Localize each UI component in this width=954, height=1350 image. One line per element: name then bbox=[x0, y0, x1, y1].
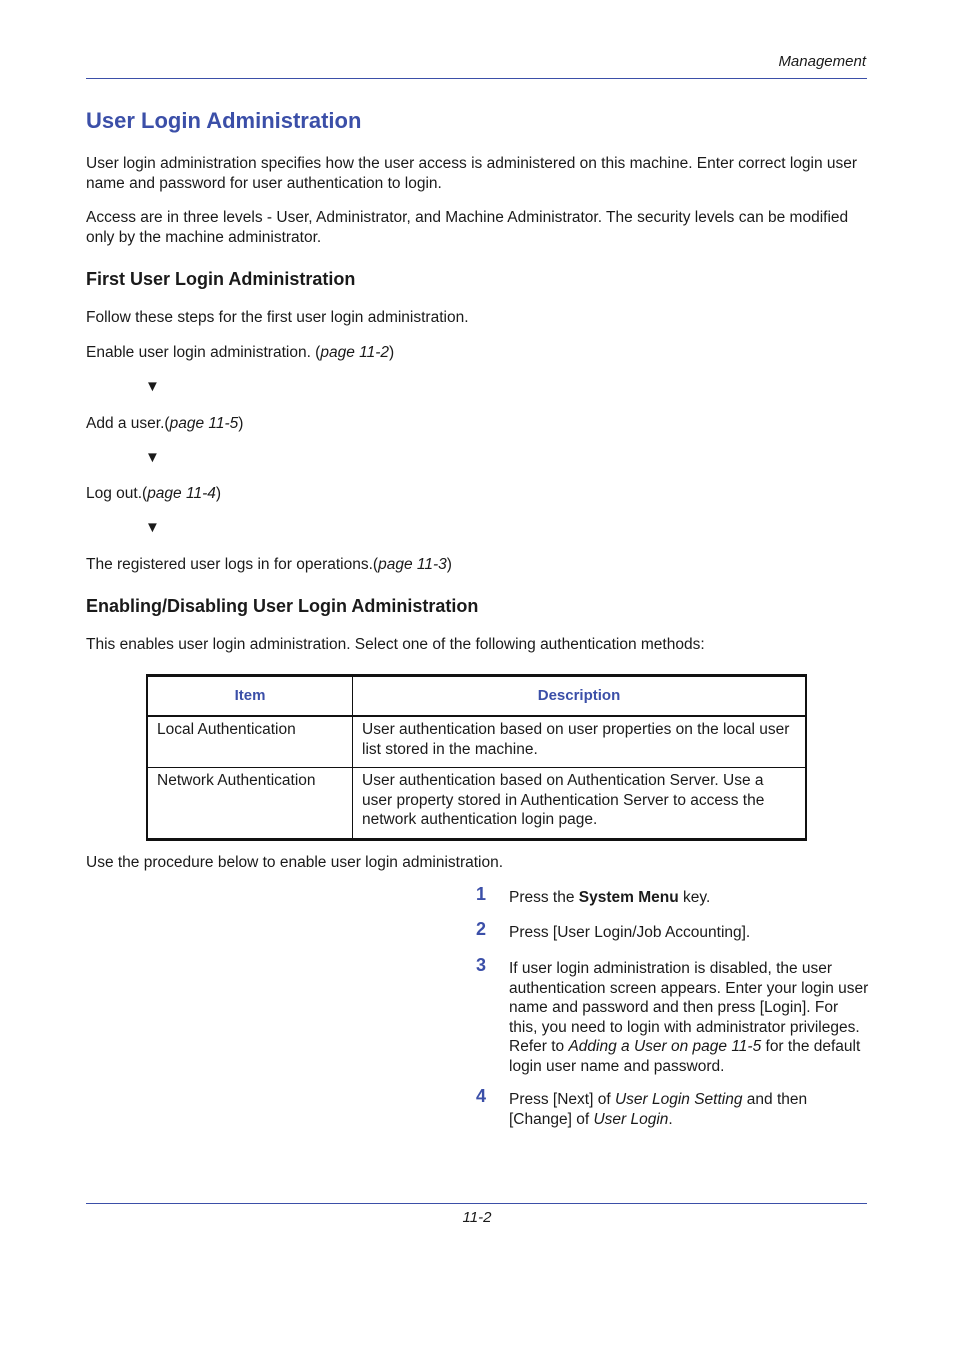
page-ref-link[interactable]: page 11-4 bbox=[147, 485, 216, 502]
first-login-heading: First User Login Administration bbox=[86, 269, 356, 289]
flow-step-enable: Enable user login administration. (page 11-2) bbox=[86, 344, 395, 361]
flow-step-login: The registered user logs in for operations.(page 11-3) bbox=[86, 556, 452, 573]
step-text: If user login administration is disabled, the user authentication screen appears. Enter your login user name and password and then press [Login]. For this, you need to login with administrator privileges. Refer to Adding a User on page 11-5 for the default login user name and password. bbox=[509, 960, 869, 1075]
header-rule bbox=[86, 78, 867, 79]
running-header: Management bbox=[778, 53, 866, 70]
step-text: Press [User Login/Job Accounting]. bbox=[509, 924, 751, 941]
flow-text: Enable user login administration. ( bbox=[86, 344, 321, 361]
page-ref-link[interactable]: page 11-3 bbox=[378, 556, 447, 573]
table-row bbox=[147, 768, 806, 840]
flow-step-add-user: Add a user.(page 11-5) bbox=[86, 415, 244, 432]
footer-rule bbox=[86, 1203, 867, 1204]
table-row bbox=[147, 716, 806, 768]
intro-paragraph-1: User login administration specifies how the user access is administered on this machine. Enter correct login user name and password for user authentication to login. bbox=[86, 155, 858, 192]
procedure-lead: Use the procedure below to enable user login administration. bbox=[86, 854, 504, 871]
page-title: User Login Administration bbox=[86, 108, 362, 133]
page-ref-link[interactable]: page 11-2 bbox=[320, 344, 390, 361]
table-cell-description: User authentication based on Authentication Server. Use a user property stored in Authentication Server to access the network authentication login page. bbox=[353, 768, 807, 840]
flow-text: Add a user.( bbox=[86, 415, 170, 432]
enable-disable-lead: This enables user login administration. Select one of the following authentication methods: bbox=[86, 636, 705, 653]
step-text: Press the System Menu key. bbox=[509, 889, 711, 906]
flow-step-logout: Log out.(page 11-4) bbox=[86, 485, 222, 502]
step-number: 3 bbox=[476, 955, 487, 975]
authentication-methods-table bbox=[146, 674, 807, 841]
intro-paragraph-2: Access are in three levels - User, Administrator, and Machine Administrator. The security levels can be modified only by the machine administrator. bbox=[86, 209, 849, 246]
enable-disable-heading: Enabling/Disabling User Login Administration bbox=[86, 596, 479, 616]
system-menu-key-label: System Menu bbox=[578, 889, 679, 906]
flow-arrow-icon: ▼ bbox=[145, 378, 160, 395]
table-cell-item: Network Authentication bbox=[147, 768, 353, 840]
page-ref-link[interactable]: page 11-5 bbox=[169, 415, 239, 432]
step-number: 2 bbox=[476, 919, 487, 939]
cross-reference-link[interactable]: Adding a User on page 11-5 bbox=[568, 1038, 762, 1055]
column-header-item: Item bbox=[147, 676, 353, 717]
column-header-description: Description bbox=[353, 676, 807, 717]
table-cell-description: User authentication based on user properties on the local user list stored in the machine. bbox=[353, 716, 807, 768]
first-login-lead: Follow these steps for the first user login administration. bbox=[86, 309, 469, 326]
page-number: 11-2 bbox=[462, 1209, 492, 1226]
step-number: 4 bbox=[476, 1086, 487, 1106]
step-number: 1 bbox=[476, 884, 487, 904]
table-header-row bbox=[147, 676, 806, 717]
flow-arrow-icon: ▼ bbox=[145, 449, 160, 466]
flow-text: Log out.( bbox=[86, 485, 148, 502]
flow-text: The registered user logs in for operations.( bbox=[86, 556, 379, 573]
step-text: Press [Next] of User Login Setting and then [Change] of User Login. bbox=[509, 1091, 808, 1128]
flow-arrow-icon: ▼ bbox=[145, 519, 160, 536]
table-cell-item: Local Authentication bbox=[147, 716, 353, 768]
